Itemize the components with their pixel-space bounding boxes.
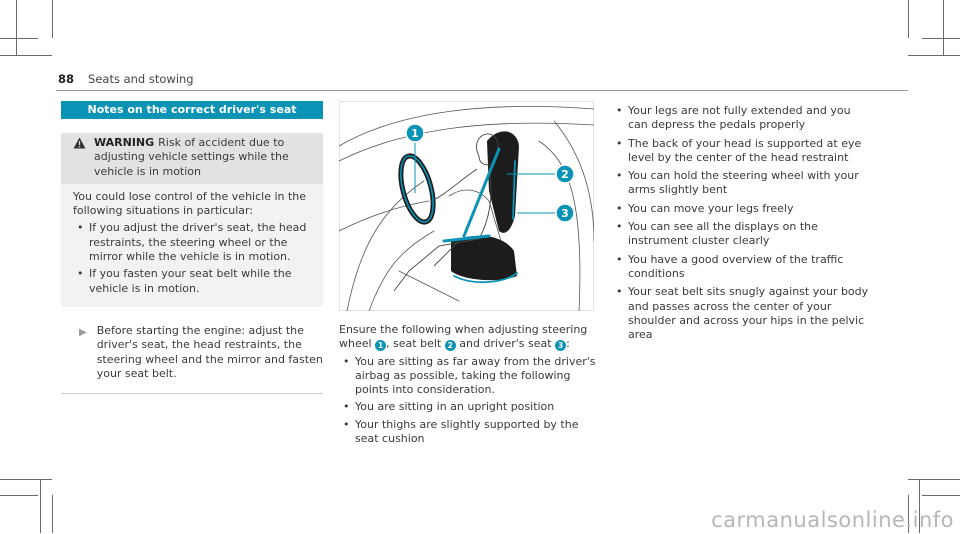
list-item: • You have a good overview of the traffic conditions [612, 253, 872, 282]
note-box [61, 324, 323, 381]
warning-list [73, 221, 313, 295]
crop-mark [16, 0, 17, 55]
crop-mark [40, 479, 41, 533]
crop-mark [52, 495, 53, 533]
list-item: • The back of your head is supported at eye level by the center of the head restraint [612, 137, 872, 166]
crop-mark [52, 0, 53, 38]
crop-mark [0, 55, 52, 56]
warning-label: WARNING [94, 136, 155, 149]
crop-mark [908, 0, 909, 38]
section-heading: Notes on the correct driver's seat position [61, 101, 323, 119]
column-2 [339, 101, 601, 449]
intro-text: , seat belt [386, 337, 445, 351]
warning-box [61, 133, 323, 307]
callout-1-label: 1 [411, 127, 419, 140]
callout-2 [556, 165, 574, 183]
list-item: • If you fasten your seat belt while the vehicle is in motion. [73, 267, 313, 296]
number-3-marker: 3 [555, 340, 566, 351]
crop-mark [0, 38, 38, 39]
list-item: • You can hold the steering wheel with your arms slightly bent [612, 169, 872, 198]
warning-triangle-icon [73, 137, 86, 149]
header-rule [56, 90, 908, 91]
warning-text: Risk of accident due to adjusting vehicle settings while the vehicle is in motion [94, 136, 289, 178]
list-item: • You are sitting as far away from the driver's airbag as possible, taking the following points into consideration. [339, 355, 601, 398]
section-title: Seats and stowing [88, 72, 194, 86]
warning-body [61, 184, 323, 307]
crop-mark [908, 55, 960, 56]
page-header [58, 72, 194, 87]
seat-position-illustration [339, 101, 594, 311]
callout-1 [406, 124, 424, 142]
crop-mark [943, 0, 944, 55]
crop-mark [922, 495, 960, 496]
list-item: • Your seat belt sits snugly against your body and passes across the center of your shoulder and across your hips in the pelvic area [612, 285, 872, 342]
callout-3 [556, 204, 574, 222]
page-number: 88 [58, 72, 75, 86]
column-1 [61, 101, 323, 381]
warning-text-block [94, 136, 304, 179]
number-2-marker: 2 [445, 340, 456, 351]
watermark: carmanualsonline.info [711, 508, 954, 532]
column-3 [612, 101, 872, 346]
list-item: • Your thighs are slightly supported by the seat cushion [339, 418, 601, 447]
seat-check-list-continued [612, 104, 872, 342]
intro-paragraph [339, 323, 601, 352]
note-text: Before starting the engine: adjust the driver's seat, the head restraints, the steering wheel and the mirror and fasten your seat belt. [96, 323, 323, 380]
callout-3-label: 3 [561, 207, 569, 220]
intro-text: : [566, 337, 570, 351]
crop-mark [908, 479, 960, 480]
warning-body-text: You could lose control of the vehicle in the following situations in particular: [73, 189, 307, 218]
intro-text: Ensure the following when adjusting steering wheel [339, 323, 588, 351]
list-item: • You can see all the displays on the instrument cluster clearly [612, 220, 872, 249]
crop-mark [0, 479, 52, 480]
list-item: • You are sitting in an upright position [339, 400, 601, 414]
callout-2-label: 2 [561, 168, 569, 181]
column-2-text [339, 323, 601, 446]
column-bottom-rule [61, 393, 323, 394]
list-item: • Your legs are not fully extended and you can depress the pedals properly [612, 104, 872, 133]
list-item: • You can move your legs freely [612, 202, 872, 216]
intro-text: and driver's seat [455, 337, 556, 351]
number-1-marker: 1 [375, 340, 386, 351]
crop-mark [922, 38, 960, 39]
list-item: • If you adjust the driver's seat, the head restraints, the steering wheel or the mirror while the vehicle is in motion. [73, 221, 313, 264]
play-arrow-icon: ▶ [79, 326, 87, 338]
seat-check-list [339, 355, 601, 447]
crop-mark [0, 495, 38, 496]
warning-header [61, 133, 323, 184]
